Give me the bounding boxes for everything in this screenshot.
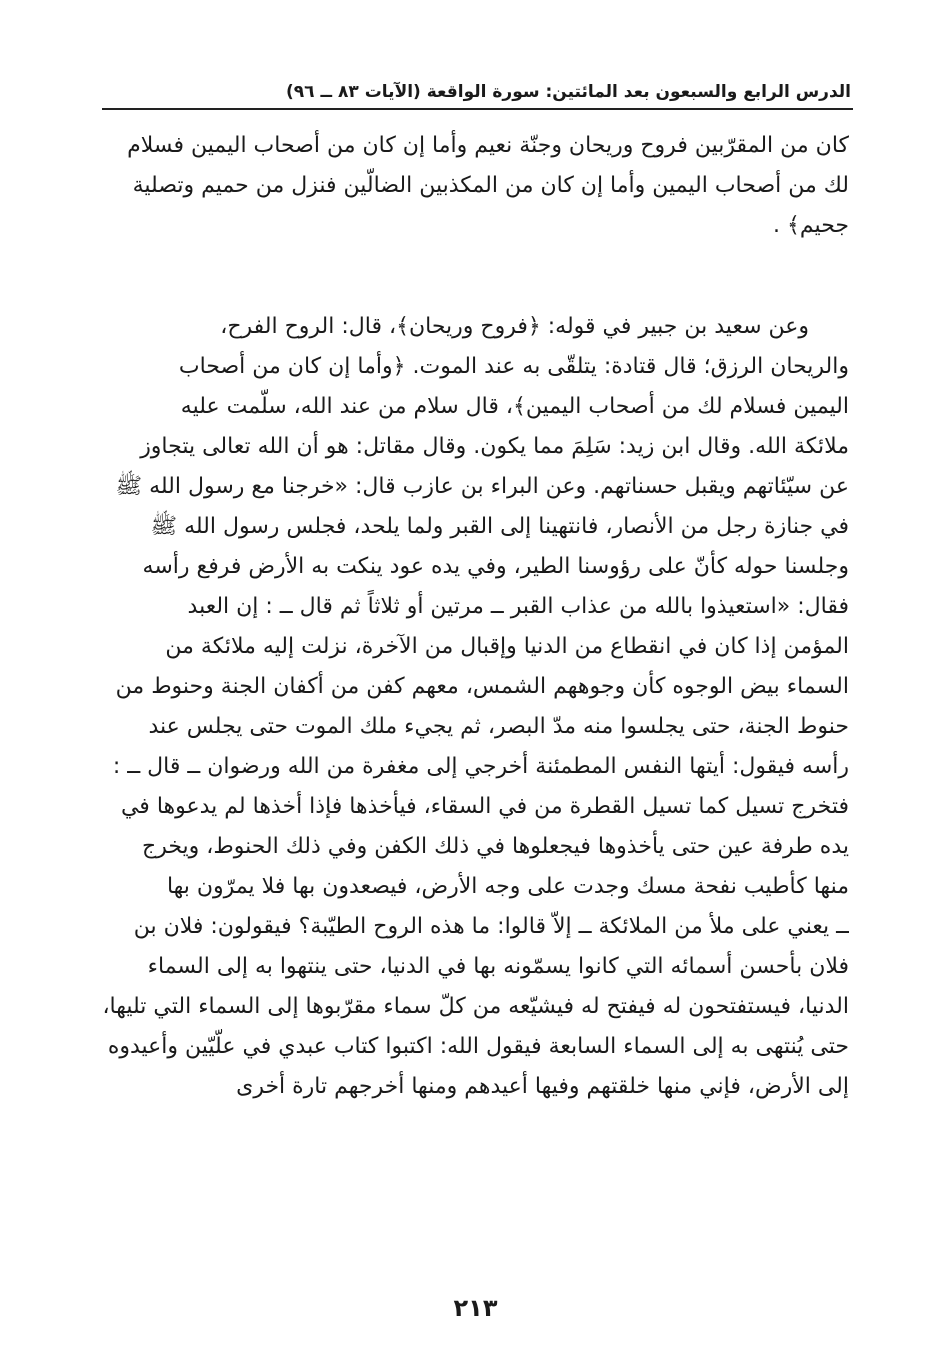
text-line: المؤمن إذا كان في انقطاع من الدنيا وإقبال من الآخرة، نزلت إليه ملائكة من [165,634,849,659]
paragraph-commentary [102,307,849,1107]
text-line: كان من المقرّبين فروح وريحان وجنّة نعيم وأما إن كان من أصحاب اليمين فسلام [127,133,849,158]
text-line: فتخرج تسيل كما تسيل القطرة من في السقاء، فيأخذها فإذا أخذها لم يدعوها في [120,794,849,819]
text-line: لك من أصحاب اليمين وأما إن كان من المكذبين الضالّين فنزل من حميم وتصلية [132,173,849,198]
text-line: إلى الأرض، فإني منها خلقتهم وفيها أعيدهم ومنها أخرجهم تارة أخرى [236,1074,849,1099]
header-divider [102,108,853,110]
text-line: رأسه فيقول: أيتها النفس المطمئنة أخرجي إلى مغفرة من الله ورضوان ــ قال ــ : [112,754,849,779]
text-line: السماء بيض الوجوه كأن وجوههم الشمس، معهم كفن من أكفان الجنة وحنوط من [115,674,849,699]
text-line: فلان بأحسن أسمائه التي كانوا يسمّونه بها في الدنيا، حتى ينتهوا به إلى السماء [147,954,849,979]
text-line: عن سيّئاتهم ويقبل حسناتهم. وعن البراء بن عازب قال: «خرجنا مع رسول الله ﷺ [115,474,849,499]
text-line: حتى يُنتهى به إلى السماء السابعة فيقول الله: اكتبوا كتاب عبدي في علّيّين وأعيدوه [107,1034,849,1059]
text-line: وجلسنا حوله كأنّ على رؤوسنا الطير، وفي يده عود ينكت به الأرض فرفع رأسه [142,554,849,579]
text-line: يده طرفة عين حتى يأخذوها فيجعلوها في ذلك الكفن وفي ذلك الحنوط، ويخرج [142,834,849,859]
text-line: وعن سعيد بن جبير في قوله: ﴿فروح وريحان﴾، قال: الروح الفرح، [220,314,809,339]
text-line: حنوط الجنة، حتى يجلسوا منه مدّ البصر، ثم يجيء ملك الموت حتى يجلس عند [148,714,849,739]
page-number: ٢١٣ [453,1294,498,1322]
text-line: ملائكة الله. وقال ابن زيد: سَلِمَ مما يكون. وقال مقاتل: هو أن الله تعالى يتجاوز [140,434,849,459]
text-line: فقال: «استعيذوا بالله من عذاب القبر ــ مرتين أو ثلاثاً ثم قال ــ : إن العبد [187,594,849,619]
text-line: منها كأطيب نفحة مسك وجدت على وجه الأرض، فيصعدون بها فلا يمرّون بها [166,874,849,899]
text-line: الدنيا، فيستفتحون له فيفتح له فيشيّعه من كلّ سماء مقرّبوها إلى السماء التي تليها، [102,994,849,1019]
text-line: والريحان الرزق؛ قال قتادة: يتلقّى به عند الموت. ﴿وأما إن كان من أصحاب [178,354,849,379]
text-line: في جنازة رجل من الأنصار، فانتهينا إلى القبر ولما يلحد، فجلس رسول الله ﷺ [150,514,849,539]
text-line: جحيم﴾ . [773,213,849,238]
text-line: ــ يعني على ملأ من الملائكة ــ إلاّ قالوا: ما هذه الروح الطيّبة؟ فيقولون: فلان بن [133,914,849,939]
paragraph-verses [102,126,849,246]
running-header: الدرس الرابع والسبعون بعد المائتين: سورة الواقعة (الآيات ٨٣ ــ ٩٦) [286,82,851,102]
text-line: اليمين فسلام لك من أصحاب اليمين﴾، قال سلام من عند الله، سلّمت عليه [180,394,849,419]
